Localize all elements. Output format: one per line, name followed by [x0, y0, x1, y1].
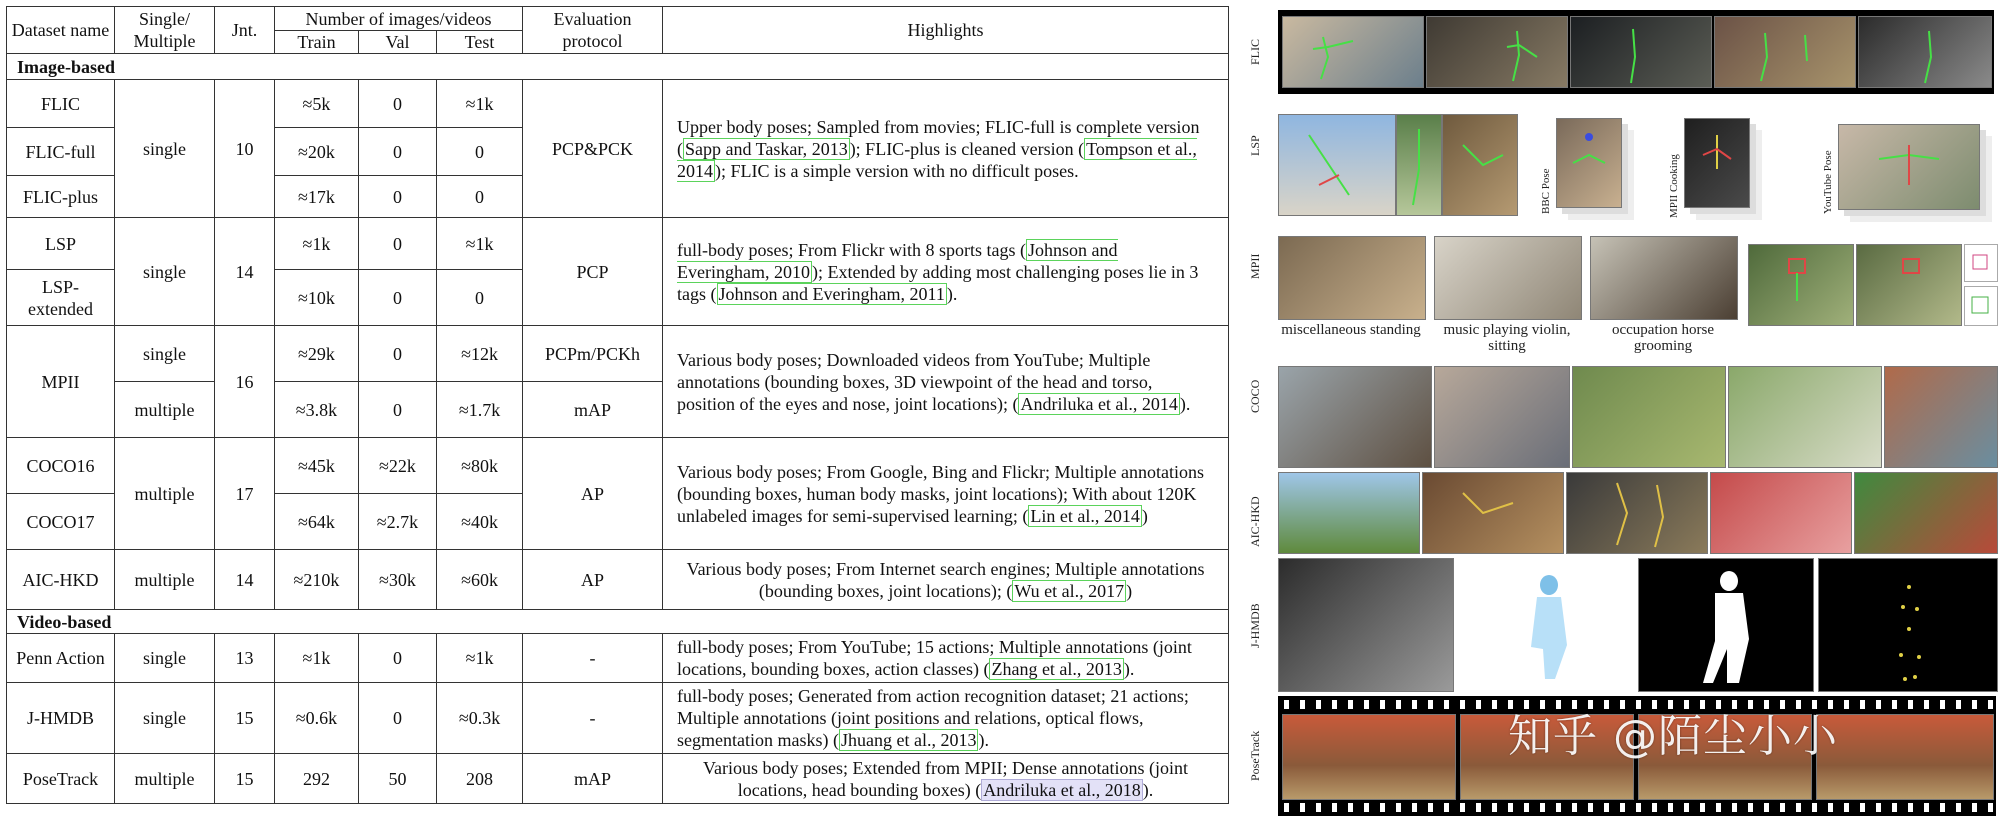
val-cell: 0: [359, 128, 437, 176]
dataset-name: COCO17: [7, 494, 115, 550]
highlight-text: Various body poses; Downloaded videos from YouTube; Multiple annotations (bounding boxes, 3D viewpoint of the head and torso, position of the eyes and nose, joint locations); (: [677, 349, 1153, 414]
eval-cell: -: [523, 683, 663, 754]
section-image-based: Image-based: [7, 54, 1229, 80]
highlight-text: ).: [978, 730, 989, 750]
pose-skeleton-icon: [1279, 115, 1395, 215]
train-cell: ≈10k: [275, 270, 359, 326]
train-cell: ≈3.8k: [275, 382, 359, 438]
jnt-cell: 10: [215, 80, 275, 218]
pose-skeleton-icon: [1397, 115, 1441, 215]
row-label-lsp: LSP: [1248, 135, 1262, 157]
test-cell: ≈1k: [437, 80, 523, 128]
single-multiple-cell: single: [115, 218, 215, 326]
posetrack-frame: [1282, 714, 1456, 800]
highlight-text: ).: [1123, 659, 1135, 679]
table-row: [7, 634, 1229, 683]
highlight-text: full-body poses; From Flickr with 8 sports tags (: [677, 239, 1027, 260]
single-multiple-cell: single: [115, 634, 215, 683]
pose-skeleton-icon: [1427, 17, 1567, 87]
table-row: [7, 683, 1229, 754]
citation-year: 2010: [774, 261, 810, 282]
jnt-cell: 14: [215, 550, 275, 610]
joint-points-icon: [1819, 559, 1997, 691]
dataset-name: PoseTrack: [7, 754, 115, 804]
mpii-3d-view-box: [1964, 286, 1998, 326]
dataset-name: Penn Action: [7, 634, 115, 683]
lsp-sample-image: [1278, 114, 1396, 216]
val-cell: 0: [359, 382, 437, 438]
dataset-name: LSP: [7, 218, 115, 270]
pose-skeleton-icon: [1557, 119, 1621, 207]
pose-skeleton-icon: [1839, 125, 1979, 209]
citation-author: Andriluka et al.,: [1020, 393, 1138, 414]
highlights-cell: [663, 754, 1229, 804]
jnt-cell: 15: [215, 683, 275, 754]
single-multiple-cell: multiple: [115, 550, 215, 610]
cube-icon: [1965, 287, 1997, 325]
header-train: Train: [275, 31, 359, 54]
eval-cell: PCP: [523, 218, 663, 326]
citation-year: 2011: [909, 283, 945, 304]
eval-cell: AP: [523, 550, 663, 610]
pose-skeleton-icon: [1567, 473, 1707, 553]
coco-sample-image: [1572, 366, 1726, 468]
eval-cell: PCPm/PCKh: [523, 326, 663, 382]
jnt-cell: 16: [215, 326, 275, 438]
test-cell: ≈80k: [437, 438, 523, 494]
single-multiple-cell: single: [115, 80, 215, 218]
youtube-pose-image: [1838, 124, 1980, 210]
mpii-caption: occupation horse grooming: [1611, 322, 1715, 354]
citation-link[interactable]: [989, 658, 1123, 680]
single-multiple-cell: multiple: [115, 754, 215, 804]
highlight-text: Upper body poses; Sampled from movies; FLIC-full is complete version (: [677, 116, 1200, 159]
dataset-name: LSP-extended: [7, 270, 115, 326]
citation-year: 2014: [1141, 393, 1178, 414]
flic-sample-image: [1858, 16, 1992, 88]
citation-year: 2013: [940, 730, 977, 750]
jnt-cell: 13: [215, 634, 275, 683]
val-cell: 50: [359, 754, 437, 804]
flic-sample-image: [1426, 16, 1568, 88]
posetrack-frame: [1816, 714, 1994, 800]
citation-author: Sapp and Taskar,: [685, 138, 808, 159]
highlight-text: ); Extended by adding most challenging poses lie in 3 tags (: [677, 261, 1199, 304]
val-cell: 0: [359, 176, 437, 218]
citation-author: Lin et al.,: [1030, 505, 1100, 526]
val-cell: 0: [359, 634, 437, 683]
table-row: [7, 80, 1229, 128]
coco-sample-image: [1884, 366, 1998, 468]
mpii-sample-image: [1856, 244, 1962, 326]
single-multiple-cell: single: [115, 326, 215, 382]
mpii-sample-image: [1278, 236, 1426, 320]
highlights-cell: [663, 634, 1229, 683]
train-cell: ≈0.6k: [275, 683, 359, 754]
citation-year: 2013: [1085, 659, 1122, 679]
citation-link[interactable]: [717, 283, 947, 305]
header-dataset: Dataset name: [7, 7, 115, 54]
highlight-text: ).: [1179, 393, 1191, 414]
coco-sample-image: [1278, 366, 1432, 468]
citation-author: Andriluka et al.,: [983, 779, 1101, 800]
dataset-name: J-HMDB: [7, 683, 115, 754]
bbc-pose-image: [1556, 118, 1622, 208]
highlight-text: ).: [946, 283, 958, 304]
lsp-sample-image: [1396, 114, 1442, 216]
label-bbc-pose: BBC Pose: [1540, 168, 1552, 214]
table-row: [7, 438, 1229, 494]
aic-sample-image: [1854, 472, 1998, 554]
highlight-text: full-body poses; Generated from action recognition dataset; 21 actions; Multiple annotations (joint positions and relations, optical flows, segmentation masks) (: [677, 686, 1189, 750]
test-cell: ≈1k: [437, 218, 523, 270]
highlight-text: Various body poses; From Google, Bing and Flickr; Multiple annotations (bounding boxes, human body masks, joint locations); With about 120K unlabeled images for semi-supervised learning; (: [677, 461, 1204, 526]
person-silhouette-icon: [1639, 559, 1813, 691]
pose-skeleton-icon: [1857, 245, 1961, 325]
eval-cell: PCP&PCK: [523, 80, 663, 218]
table-row: [7, 218, 1229, 270]
film-holes: [1278, 803, 1996, 812]
highlight-text: Various body poses; Extended from MPII; Dense annotations (joint locations, head bounding boxes) (: [703, 757, 1188, 800]
highlight-text: ): [1126, 580, 1133, 601]
citation-year: 2018: [1104, 779, 1141, 800]
mpii-sample-image: [1434, 236, 1582, 320]
eval-cell: AP: [523, 438, 663, 550]
jhmdb-optical-flow-image: [1458, 558, 1634, 692]
mpii-caption: music playing violin, sitting: [1443, 322, 1571, 354]
dataset-name: FLIC-plus: [7, 176, 115, 218]
person-silhouette-icon: [1459, 559, 1633, 691]
jnt-cell: 14: [215, 218, 275, 326]
highlights-cell: [663, 326, 1229, 438]
eval-cell: mAP: [523, 382, 663, 438]
test-cell: 208: [437, 754, 523, 804]
val-cell: ≈30k: [359, 550, 437, 610]
dataset-name: FLIC: [7, 80, 115, 128]
row-label-flic: FLIC: [1248, 39, 1262, 66]
section-video-based: Video-based: [7, 610, 1229, 634]
citation-author: Johnson and Everingham,: [677, 239, 1118, 282]
aic-sample-image: [1278, 472, 1420, 554]
label-youtube-pose: YouTube Pose: [1822, 150, 1834, 214]
pose-skeleton-icon: [1423, 473, 1563, 553]
single-multiple-cell: single: [115, 683, 215, 754]
val-cell: 0: [359, 80, 437, 128]
test-cell: ≈12k: [437, 326, 523, 382]
row-label-mpii: MPII: [1248, 253, 1262, 279]
train-cell: ≈64k: [275, 494, 359, 550]
flic-sample-image: [1282, 16, 1424, 88]
table-row: [7, 754, 1229, 804]
flic-image-strip: [1278, 10, 1994, 94]
dataset-name: MPII: [7, 326, 115, 438]
train-cell: ≈1k: [275, 634, 359, 683]
train-cell: ≈20k: [275, 128, 359, 176]
train-cell: ≈45k: [275, 438, 359, 494]
jnt-cell: 17: [215, 438, 275, 550]
single-multiple-cell: multiple: [115, 382, 215, 438]
mpii-3d-view-box: [1964, 244, 1998, 282]
test-cell: ≈0.3k: [437, 683, 523, 754]
header-evaluation-protocol: Evaluation protocol: [523, 7, 663, 54]
pose-skeleton-icon: [1283, 17, 1423, 87]
dataset-name: AIC-HKD: [7, 550, 115, 610]
citation-link[interactable]: [1028, 505, 1141, 527]
citation-link[interactable]: [683, 138, 850, 160]
coco-sample-image: [1728, 366, 1882, 468]
pose-skeleton-icon: [1749, 245, 1853, 325]
aic-sample-image: [1422, 472, 1564, 554]
header-val: Val: [359, 31, 437, 54]
watermark: 知乎 @陌尘小小: [1508, 711, 1838, 762]
train-cell: ≈1k: [275, 218, 359, 270]
highlight-text: ); FLIC-plus is cleaned version (: [849, 138, 1085, 159]
highlight-text: Various body poses; From Internet search engines; Multiple annotations (bounding boxes, joint locations); (: [686, 558, 1205, 601]
test-cell: ≈60k: [437, 550, 523, 610]
test-cell: ≈1k: [437, 634, 523, 683]
highlights-cell: [663, 218, 1229, 326]
citation-link[interactable]: [839, 729, 978, 751]
citation-author: Tompson et al.,: [1086, 138, 1197, 159]
aic-sample-image: [1710, 472, 1852, 554]
lsp-sample-image: [1442, 114, 1518, 216]
pose-skeleton-icon: [1715, 17, 1855, 87]
train-cell: ≈17k: [275, 176, 359, 218]
eval-cell: -: [523, 634, 663, 683]
flic-sample-image: [1714, 16, 1856, 88]
row-label-posetrack: PoseTrack: [1248, 730, 1262, 782]
row-label-j-hmdb: J-HMDB: [1248, 603, 1262, 649]
dataset-sample-images-panel: [1248, 6, 2000, 816]
highlights-cell: [663, 80, 1229, 218]
citation-year: 2014: [1103, 505, 1140, 526]
highlight-text: ): [1141, 505, 1148, 526]
citation-author: Jhuang et al.,: [840, 730, 936, 750]
aic-sample-image: [1566, 472, 1708, 554]
header-number-of-images: Number of images/videos: [275, 7, 523, 31]
highlight-text: ).: [1142, 779, 1154, 800]
citation-year: 2013: [811, 138, 848, 159]
train-cell: ≈29k: [275, 326, 359, 382]
test-cell: ≈40k: [437, 494, 523, 550]
highlights-cell: [663, 438, 1229, 550]
val-cell: 0: [359, 270, 437, 326]
single-multiple-cell: multiple: [115, 438, 215, 550]
val-cell: 0: [359, 326, 437, 382]
test-cell: 0: [437, 270, 523, 326]
mpii-sample-image: [1748, 244, 1854, 326]
table-row: [7, 326, 1229, 382]
val-cell: ≈2.7k: [359, 494, 437, 550]
highlight-text: ); FLIC is a simple version with no difficult poses.: [715, 160, 1079, 181]
citation-year: 2014: [677, 160, 714, 181]
highlights-cell: [663, 683, 1229, 754]
pose-skeleton-icon: [1859, 17, 1991, 87]
citation-link[interactable]: [1018, 393, 1179, 415]
train-cell: 292: [275, 754, 359, 804]
jhmdb-segmentation-mask: [1638, 558, 1814, 692]
citation-year: 2017: [1088, 580, 1125, 601]
table-row: [7, 550, 1229, 610]
val-cell: 0: [359, 683, 437, 754]
test-cell: 0: [437, 176, 523, 218]
coco-sample-image: [1434, 366, 1570, 468]
mpii-caption: miscellaneous standing: [1281, 322, 1421, 338]
citation-author: Johnson and Everingham,: [718, 283, 905, 304]
test-cell: 0: [437, 128, 523, 176]
mpii-cooking-image: [1684, 118, 1750, 208]
eval-cell: mAP: [523, 754, 663, 804]
jhmdb-frame-image: [1278, 558, 1454, 692]
citation-link[interactable]: [1012, 580, 1126, 602]
citation-author: Zhang et al.,: [991, 659, 1082, 679]
flic-sample-image: [1570, 16, 1712, 88]
dataset-name: COCO16: [7, 438, 115, 494]
row-label-aic-hkd: AIC-HKD: [1248, 496, 1262, 548]
train-cell: ≈5k: [275, 80, 359, 128]
citation-author: Wu et al.,: [1014, 580, 1084, 601]
dataset-table: [6, 6, 1229, 804]
highlight-text: full-body poses; From YouTube; 15 actions; Multiple annotations (joint locations, bounding boxes, action classes) (: [677, 637, 1192, 679]
header-single-multiple: Single/ Multiple: [115, 7, 215, 54]
mpii-sample-image: [1590, 236, 1738, 320]
val-cell: ≈22k: [359, 438, 437, 494]
jnt-cell: 15: [215, 754, 275, 804]
val-cell: 0: [359, 218, 437, 270]
test-cell: ≈1.7k: [437, 382, 523, 438]
citation-link[interactable]: [981, 779, 1142, 801]
row-label-coco: COCO: [1248, 379, 1262, 413]
highlights-cell: [663, 550, 1229, 610]
label-mpii-cooking: MPII Cooking: [1668, 154, 1680, 218]
pose-skeleton-icon: [1571, 17, 1711, 87]
train-cell: ≈210k: [275, 550, 359, 610]
dataset-name: FLIC-full: [7, 128, 115, 176]
header-test: Test: [437, 31, 523, 54]
cube-icon: [1965, 245, 1997, 281]
pose-skeleton-icon: [1443, 115, 1517, 215]
pose-skeleton-icon: [1685, 119, 1749, 207]
jhmdb-joint-positions-image: [1818, 558, 1998, 692]
header-highlights: Highlights: [663, 7, 1229, 54]
header-jnt: Jnt.: [215, 7, 275, 54]
